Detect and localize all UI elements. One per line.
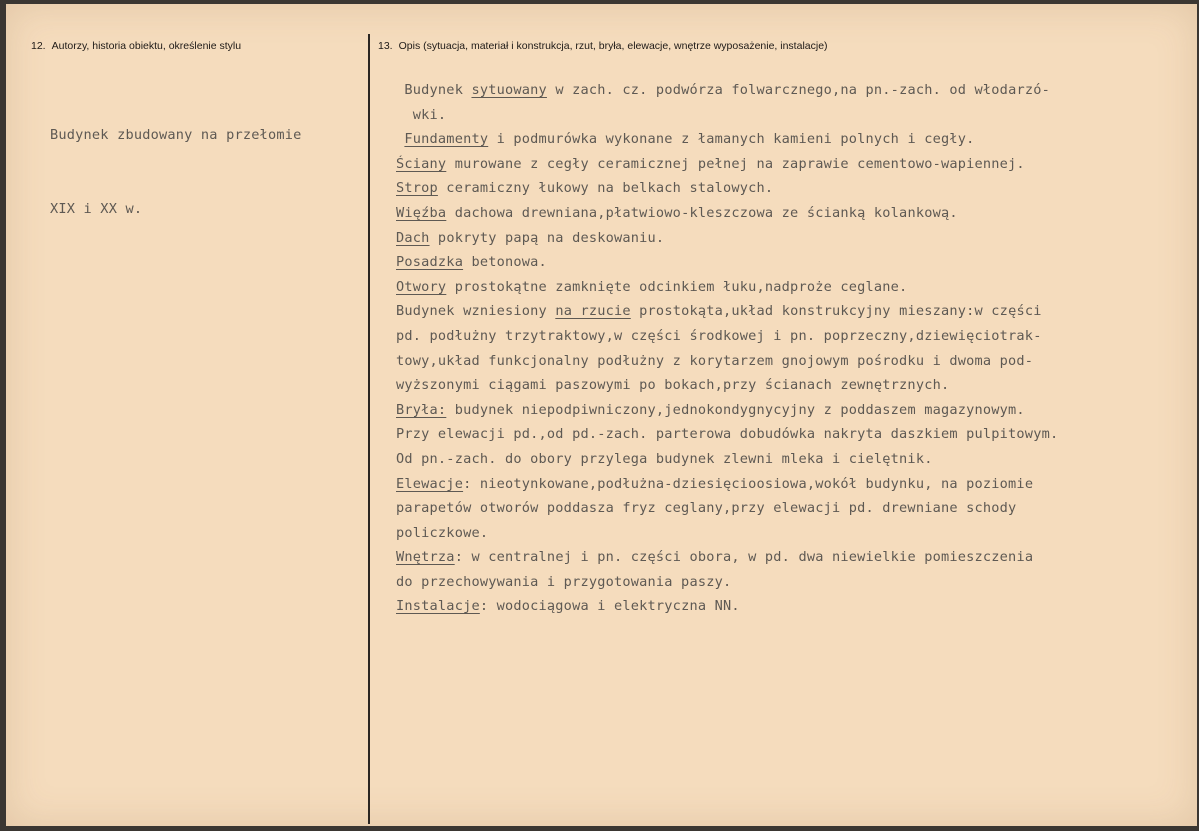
section-13-keyword: Bryła: [396,401,447,418]
section-13-text-part: parapetów otworów poddasza fryz ceglany,przy elewacji pd. drewniane schody [396,500,1017,517]
section-12-line: Budynek zbudowany na przełomie [50,127,302,144]
section-13-line [396,373,1058,398]
section-13-line [396,250,1058,275]
section-13-line [396,349,1058,374]
section-13-header [378,40,828,52]
section-13-text-part: do przechowywania i przygotowania paszy. [396,573,732,590]
section-13-line [396,176,1058,201]
section-13-line [396,201,1058,226]
section-13-line [396,447,1058,472]
section-13-keyword: Otwory [396,278,447,295]
section-12-header [31,40,241,52]
section-13-line [396,78,1058,103]
section-13-line [396,398,1058,423]
section-13-text-part: i podmurówka wykonane z łamanych kamieni polnych i cegły. [488,131,975,148]
section-13-keyword: Ściany [396,155,447,172]
section-12-title: Autorzy, historia obiektu, określenie stylu [51,40,242,52]
section-13-line [396,127,1058,152]
section-13-line [396,275,1058,300]
section-13-text-part: policzkowe. [396,524,489,541]
record-card [6,4,1197,826]
section-13-text [396,78,1058,619]
section-13-text-part: ceramiczny łukowy na belkach stalowych. [437,180,774,197]
section-13-keyword: Wnętrza [396,549,455,566]
section-13-text-part: pokryty papą na deskowaniu. [429,229,665,246]
column-divider [368,34,370,824]
section-13-text-part: murowane z cegły ceramicznej pełnej na zaprawie cementowo-wapiennej. [446,155,1025,172]
section-13-line [396,570,1058,595]
section-12-line: XIX i XX w. [50,200,143,217]
section-13-line [396,324,1058,349]
section-13-text-part: Budynek [396,82,472,98]
section-13-text-part: pd. podłużny trzytraktowy,w części środkowej i pn. poprzeczny,dziewięciotrak- [396,327,1042,344]
section-13-text-part: budynek niepodpiwniczony,jednokondygnycyjny z poddaszem magazynowym. [446,401,1025,418]
section-13-keyword: Instalacje [396,598,480,615]
section-13-line [396,422,1058,447]
section-13-line [396,594,1058,619]
section-13-number: 13. [378,40,393,52]
section-13-text-part: dachowa drewniana,płatwiowo-kleszczowa ze ścianką kolankową. [446,204,958,221]
section-13-line [396,545,1058,570]
section-13-text-part: : w centralnej i pn. części obora, w pd. dwa niewielkie pomieszczenia [454,549,1034,566]
section-13-keyword: Posadzka [396,254,464,271]
section-13-line [396,226,1058,251]
section-12-number: 12. [31,40,46,52]
section-13-keyword: Elewacje [396,475,464,492]
section-13-keyword: Fundamenty [404,131,489,148]
section-13-text-part: wki. [396,106,447,123]
section-13-text-part: betonowa. [463,254,547,271]
section-13-text-part: Przy elewacji pd.,od pd.-zach. parterowa dobudówka nakryta daszkiem pulpitowym. [396,426,1059,443]
section-13-line [396,299,1058,324]
section-13-text-part: Od pn.-zach. do obory przylega budynek zlewni mleka i cielętnik. [396,450,933,467]
section-13-text-part: towy,układ funkcjonalny podłużny z korytarzem gnojowym pośrodku i dwoma pod- [396,352,1034,369]
section-13-line [396,103,1058,128]
section-13-keyword: Więźba [396,204,447,221]
section-13-keyword: sytuowany [471,82,547,98]
section-13-text-part: prostokątne zamknięte odcinkiem łuku,nadproże ceglane. [446,278,908,295]
section-13-keyword: Dach [396,229,430,246]
section-13-line [396,521,1058,546]
section-13-line [396,152,1058,177]
section-13-line [396,496,1058,521]
section-13-text-part: wyższonymi ciągami paszowymi po bokach,przy ścianach zewnętrznych. [396,377,950,394]
section-13-text-part: prostokąta,układ konstrukcyjny mieszany:w części [630,303,1042,320]
section-13-keyword: Strop [396,180,438,197]
section-13-text-part: : wodociągowa i elektryczna NN. [479,598,740,615]
section-13-keyword: na rzucie [555,303,631,320]
section-13-text-part: Budynek wzniesiony [396,303,556,320]
section-13-text-part: : nieotynkowane,podłużna-dziesięcioosiowa,wokół budynku, na poziomie [463,475,1034,492]
section-13-line [396,472,1058,497]
section-12-text [50,74,302,271]
section-13-title: Opis (sytuacja, materiał i konstrukcja, rzut, bryła, elewacje, wnętrze wyposażenie, instalacje) [398,40,828,52]
section-13-text-part: w zach. cz. podwórza folwarcznego,na pn.-zach. od włodarzó- [546,82,1050,98]
